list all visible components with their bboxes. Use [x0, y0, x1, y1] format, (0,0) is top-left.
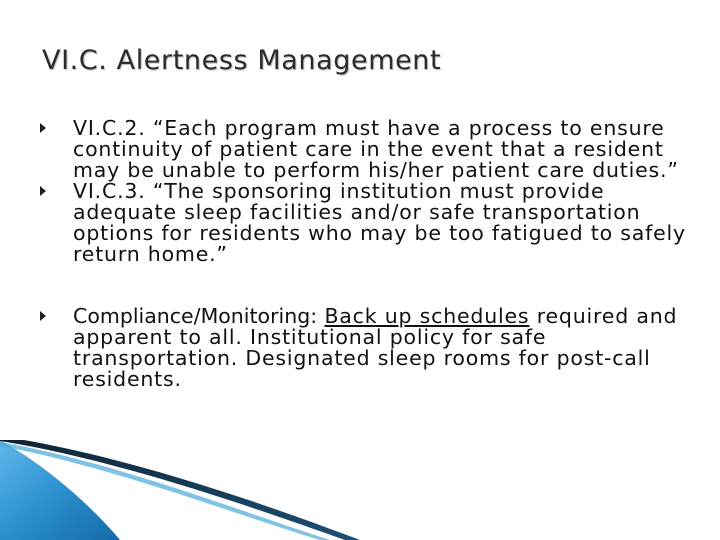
bullet-item-compliance — [40, 306, 690, 390]
backup-schedules-text: Back up schedules — [324, 304, 530, 328]
triangle-bullet-icon — [40, 123, 46, 133]
bullet-item-vic2 — [40, 118, 690, 181]
bullet-text: VI.C.2. “Each program must have a process to ensure continuity of patient care in the event that a resident may be unable to perform his/her patient care duties.” — [73, 116, 679, 182]
bullet-item-vic3 — [40, 181, 690, 265]
bullet-text: VI.C.3. “The sponsoring institution must provide adequate sleep facilities and/or safe transportation options for residents who may be too fatigued to safely return home.” — [73, 179, 686, 266]
triangle-bullet-icon — [40, 311, 46, 321]
corner-swoosh-decoration — [0, 440, 720, 540]
triangle-bullet-icon — [40, 186, 46, 196]
compliance-label: Compliance/Monitoring: — [73, 304, 318, 328]
compliance-text: required and apparent to all. Institutional policy for safe transportation. Designated sleep rooms for post-call residents. — [73, 304, 678, 391]
bullet-list — [40, 118, 690, 390]
slide-title: VI.C. Alertness Management — [42, 45, 442, 76]
spacer — [40, 265, 690, 306]
